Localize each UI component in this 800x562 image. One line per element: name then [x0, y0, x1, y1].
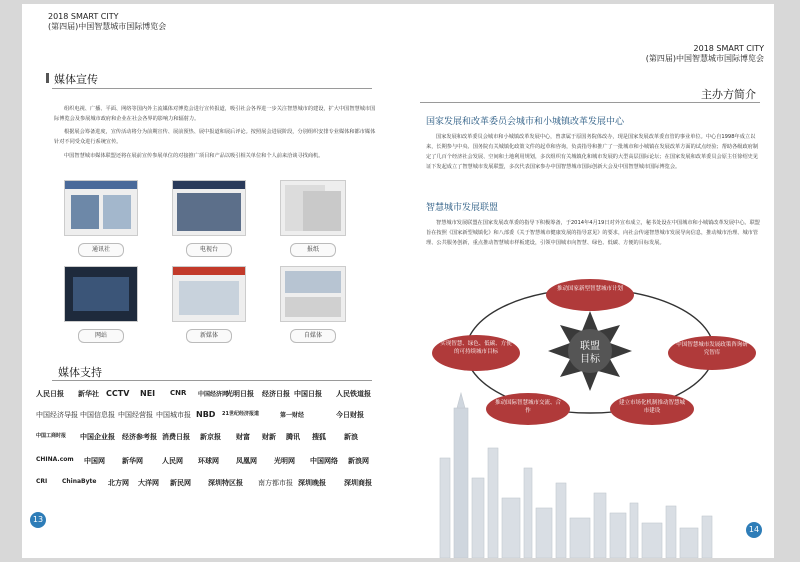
media-logo: CHINA.com — [36, 456, 74, 463]
right-header-line2: (第四届)中国智慧城市国际博览会 — [645, 54, 764, 63]
alliance-node: 推动国际智慧城市交流、合作 — [486, 393, 570, 425]
organizer-title: 主办方简介 — [701, 88, 756, 101]
media-logo: 中国信息报 — [80, 411, 115, 419]
paragraph-2: 根据展会筹备进度，宣传活动将分为前期宣传、展前预热、展中报道和展后评论。按照展会进展阶段，分别组织安排专业媒体和都市媒体针对不同受众进行系统宣传。 — [54, 129, 376, 145]
media-logo: CRI — [36, 478, 48, 485]
media-logo: 新浪 — [344, 433, 358, 441]
media-logo: 人民日报 — [36, 389, 64, 398]
media-logo: 大洋网 — [138, 479, 159, 487]
media-logo: 光明网 — [274, 457, 295, 465]
news-agency-image — [64, 180, 138, 236]
page-number: 14 — [746, 522, 762, 538]
media-logo: 中国日报 — [294, 390, 322, 398]
media-logo: CCTV — [106, 389, 130, 398]
media-logo: 凤凰网 — [236, 457, 257, 465]
website-image — [64, 266, 138, 322]
divider — [52, 380, 372, 381]
org2-title: 智慧城市发展联盟 — [426, 203, 499, 213]
media-logo: NEI — [140, 389, 156, 398]
left-page — [22, 4, 400, 558]
media-logo: 中国经济导报 — [36, 411, 78, 419]
media-logo: 南方都市报 — [258, 479, 293, 487]
media-logo: 21世纪经济报道 — [222, 411, 259, 417]
media-logo: 中国工商时报 — [36, 433, 67, 439]
right-header — [646, 44, 764, 64]
org2-paragraph: 智慧城市发展联盟在国家发展改革委的指导下积极筹备，于2014年4月19日对外宣布成立，秘书处设在中国城市和小城镇改革发展中心。联盟旨在按照《国家新型城镇化》和八部委《关于智慧城市健康发展的指导意见》的要求，向社会传递智慧城市发展导向信息，推动城市治理、城市管理、公共服务创新，重点推动智慧城市样板建设，引领中国城市向智慧、绿色、低碳、方便的目标发展。 — [426, 220, 760, 246]
media-logo: 腾讯 — [286, 433, 300, 441]
divider — [52, 88, 372, 89]
alliance-node: 实现智慧、绿色、低碳、方便的可持续城市目标 — [432, 335, 520, 371]
org1-paragraph: 国家发展和改革委员会城市和小城镇改革发展中心，曾隶属于原国务院体改办，现是国家发展改革委直管的事业单位。中心自1998年成立以来，长期参与中央、国务院有关城镇化政策文件的起草和咨询，负责指导和推广了一批城市和小城镇在发展改革方面的试点经验；帮助各级政府制定了几百个经济社会发展、空间和土地利用规划，多次组织有关城镇化和城市发展的大型高层国际论坛；在国家发展和改革委员会原主任徐绍史见证下发起成立了智慧城市发展联盟，多次代表国家参办中国智慧城市国际创新大会及中国智慧城市国际博览会。 — [426, 134, 759, 170]
paragraph-1: 组织电视、广播、平面、网络等国内外主流媒体对博览会进行宣传报道，吸引社会各界进一步关注智慧城市的建设，扩大中国智慧城市国际博览会及参展城市政府和企业在社会各界的影响力和辐射力。 — [54, 106, 376, 122]
media-logo: 中国城市报 — [156, 411, 191, 419]
new-media-image — [172, 266, 246, 322]
media-logo: 中国企业报 — [80, 432, 115, 441]
media-logo: 新华社 — [78, 390, 99, 398]
alliance-center-line1: 联盟 — [580, 341, 600, 352]
city-skyline-illustration — [400, 388, 774, 558]
divider — [420, 102, 760, 103]
media-logo: 中国网 — [84, 457, 105, 465]
alliance-node: 推动国家新型智慧城市计划 — [546, 279, 634, 311]
media-logo: 北方网 — [108, 479, 129, 487]
media-logo: 深圳晚报 — [298, 478, 326, 487]
media-logo: 第一财经 — [280, 412, 305, 419]
self-media-image — [280, 266, 346, 322]
media-logo: 财富 — [236, 433, 250, 441]
media-logo: 中国网络 — [310, 457, 338, 465]
media-support-title: 媒体支持 — [58, 366, 102, 379]
media-logo: 搜狐 — [312, 433, 326, 441]
media-logo: 财新 — [262, 433, 276, 441]
media-logo: 中国经营报 — [118, 411, 153, 419]
right-page — [400, 4, 774, 558]
media-type-tag: 新媒体 — [186, 329, 232, 343]
media-logo: 新民网 — [170, 479, 191, 487]
media-logo: 经济日报 — [262, 389, 290, 398]
media-logo: 深圳商报 — [344, 478, 372, 487]
left-header — [48, 12, 166, 32]
tv-station-image — [172, 180, 246, 236]
media-type-tag: 自媒体 — [290, 329, 336, 343]
media-logo: 光明日报 — [226, 389, 254, 398]
media-logo: 新华网 — [122, 457, 143, 465]
media-logo: ChinaByte — [62, 478, 97, 485]
media-logo: 今日财报 — [336, 410, 364, 419]
alliance-center-line2: 目标 — [580, 354, 600, 365]
media-logo: 环球网 — [198, 457, 219, 465]
media-type-tag: 电视台 — [186, 243, 232, 257]
media-logo: 经济参考报 — [122, 433, 157, 441]
alliance-node: 建立市场化机制推动智慧城市建设 — [610, 393, 694, 425]
media-type-tag: 通讯社 — [78, 243, 124, 257]
media-logo: 人民铁道报 — [336, 389, 371, 398]
media-logo: 新浪网 — [348, 457, 369, 465]
media-logo: 消费日报 — [162, 433, 190, 441]
media-logo: 新京报 — [200, 433, 221, 441]
page-number: 13 — [30, 512, 46, 528]
media-logo: 人民网 — [162, 457, 183, 465]
right-header-line1: 2018 SMART CITY — [693, 44, 764, 53]
org1-title: 国家发展和改革委员会城市和小城镇改革发展中心 — [426, 117, 625, 127]
media-logo: 中国经济网 — [198, 391, 229, 398]
media-logo: CNR — [170, 389, 187, 397]
media-logo: NBD — [196, 410, 216, 419]
media-type-tag: 报纸 — [290, 243, 336, 257]
alliance-node: 中国智慧城市发展政策咨询研究智库 — [668, 336, 756, 370]
left-header-line1: 2018 SMART CITY — [48, 12, 119, 21]
paragraph-3: 中国智慧城市媒体联盟还将在展前宣传参展单位的对接推广项目和产品以吸引相关单位和个人前来洽谈寻找商机。 — [64, 153, 324, 159]
media-promotion-title: 媒体宣传 — [54, 73, 98, 86]
media-type-tag: 网站 — [78, 329, 124, 343]
newspaper-image — [280, 180, 346, 236]
left-header-line2: (第四届)中国智慧城市国际博览会 — [48, 22, 167, 31]
media-logo: 深圳特区报 — [208, 478, 243, 487]
